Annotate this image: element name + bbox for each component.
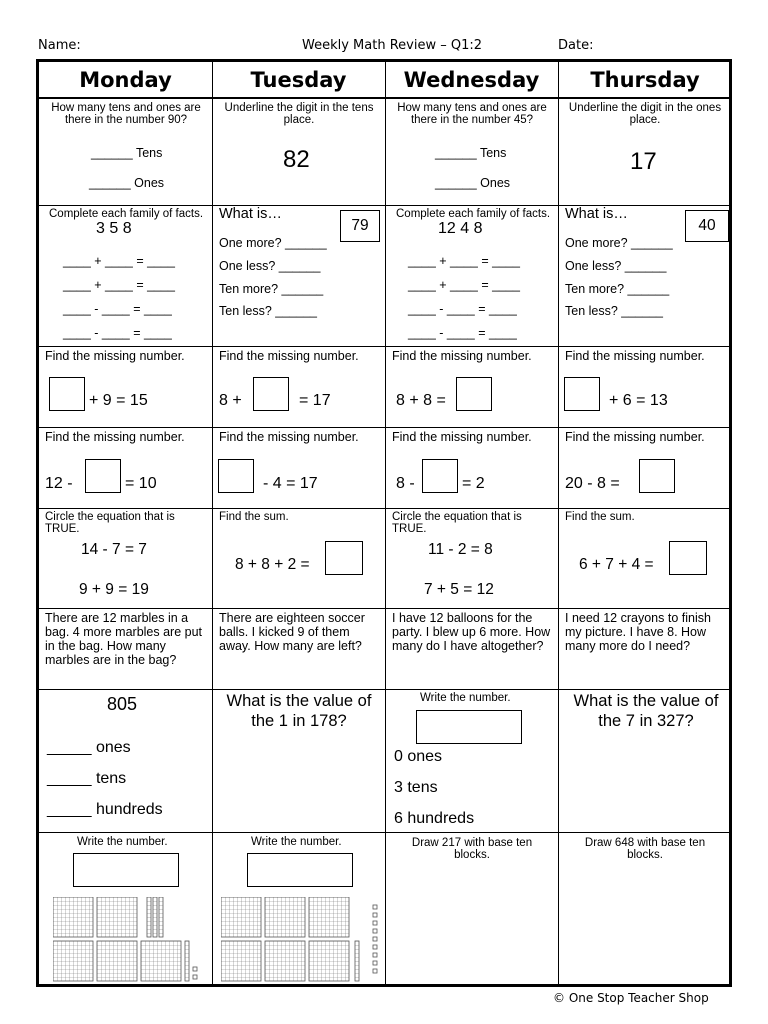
mon-fact-1: ____ + ____ = ____	[63, 254, 175, 268]
mon-ones-blank: ______ Ones	[89, 176, 165, 190]
thu-one-more: One more? ______	[565, 236, 673, 250]
mon-missing-number-cell	[39, 347, 212, 427]
mon-fact-family-cell	[39, 206, 212, 346]
mon-fact-family-prompt: Complete each family of facts.	[49, 208, 204, 220]
wed-missing-2-prompt: Find the missing number.	[392, 430, 532, 444]
wed-draw-blocks-cell	[386, 833, 558, 987]
tue-missing-2-answer-box[interactable]	[218, 459, 254, 493]
tue-one-more: One more? ______	[219, 236, 327, 250]
worksheet-title: Weekly Math Review – Q1:2	[302, 38, 483, 53]
tue-value-question: What is the value of the 1 in 178?	[226, 692, 372, 730]
tue-value-question-cell	[213, 690, 385, 832]
wed-fact-1: ____ + ____ = ____	[408, 254, 520, 268]
mon-hundreds-blank-line: _____ hundreds	[47, 801, 163, 818]
thu-missing-2-prompt: Find the missing number.	[565, 430, 705, 444]
mon-tens-ones-cell	[39, 99, 212, 205]
mon-fact-2: ____ + ____ = ____	[63, 278, 175, 292]
thu-ten-more: Ten more? ______	[565, 282, 670, 296]
mon-missing-2-answer-box[interactable]	[85, 459, 121, 493]
thu-missing-2-answer-box[interactable]	[639, 459, 675, 493]
thu-underline-cell	[559, 99, 732, 205]
tue-find-sum-cell	[213, 509, 385, 608]
thu-missing-2-left: 20 - 8 =	[565, 475, 620, 492]
tue-missing-2-equation: - 4 = 17	[263, 475, 318, 492]
thu-sum-answer-box[interactable]	[669, 541, 707, 575]
tue-missing-2-prompt: Find the missing number.	[219, 430, 359, 444]
thu-missing-prompt: Find the missing number.	[565, 349, 705, 363]
thu-value-question-cell	[559, 690, 732, 832]
tue-what-is-label: What is…	[219, 206, 282, 222]
tue-ten-less: Ten less? ______	[219, 304, 317, 318]
mon-tens-blank-line: _____ tens	[47, 770, 127, 787]
wed-fact-family-numbers: 12 4 8	[438, 220, 483, 237]
tue-missing-number-cell	[213, 347, 385, 427]
mon-ones-blank-line: _____ ones	[47, 739, 131, 756]
wed-word-problem-cell	[386, 609, 558, 689]
weekly-review-grid	[36, 59, 732, 987]
thu-sum-equation: 6 + 7 + 4 =	[579, 556, 654, 573]
mon-place-value-number: 805	[107, 694, 138, 714]
worksheet-header	[36, 36, 732, 56]
thu-what-is-cell	[559, 206, 732, 346]
wed-write-number-prompt: Write the number.	[420, 692, 511, 704]
thu-draw-blocks-cell	[559, 833, 732, 987]
wed-fact-4: ____ - ____ = ____	[408, 326, 517, 340]
tue-missing-left: 8 +	[219, 392, 242, 409]
tue-base-ten-blocks	[221, 897, 381, 985]
tue-what-is-number: 79	[340, 210, 380, 242]
mon-base-ten-prompt: Write the number.	[77, 836, 168, 848]
thu-what-is-number: 40	[685, 210, 729, 242]
mon-word-problem: There are 12 marbles in a bag. 4 more marbles are put in the bag. How many marbles are in the bag?	[45, 611, 203, 667]
tue-missing-answer-box[interactable]	[253, 377, 289, 411]
mon-missing-equation: + 9 = 15	[89, 392, 148, 409]
wed-tens-ones-cell	[386, 99, 558, 205]
wed-tens-ones-prompt: How many tens and ones are there in the number 45?	[397, 102, 547, 126]
mon-fact-4: ____ - ____ = ____	[63, 326, 172, 340]
tue-base-ten-answer-box[interactable]	[247, 853, 353, 887]
thu-draw-blocks-prompt: Draw 648 with base ten blocks.	[584, 837, 706, 861]
thu-underline-number: 17	[630, 148, 657, 175]
tue-underline-cell	[213, 99, 385, 205]
tue-find-sum-prompt: Find the sum.	[219, 511, 289, 523]
mon-missing-2-prompt: Find the missing number.	[45, 430, 185, 444]
wed-fact-family-cell	[386, 206, 558, 346]
wed-missing-answer-box[interactable]	[456, 377, 492, 411]
wed-missing-left: 8 + 8 =	[396, 392, 446, 409]
wed-fact-family-prompt: Complete each family of facts.	[396, 208, 551, 220]
day-header-monday: Monday	[79, 67, 172, 92]
day-header-wednesday: Wednesday	[403, 67, 540, 92]
wed-hundreds-count: 6 hundreds	[394, 810, 475, 827]
mon-base-ten-answer-box[interactable]	[73, 853, 179, 887]
hundreds-flat-icon	[221, 897, 349, 981]
thu-underline-prompt: Underline the digit in the ones place.	[568, 102, 722, 126]
tue-base-ten-prompt: Write the number.	[251, 836, 342, 848]
wed-equation-1: 11 - 2 = 8	[428, 541, 493, 558]
thu-ten-less: Ten less? ______	[565, 304, 663, 318]
mon-tens-blank: ______ Tens	[91, 146, 163, 160]
thu-missing-answer-box[interactable]	[564, 377, 600, 411]
tens-rod-icon	[355, 941, 359, 981]
wed-missing-number-cell	[386, 347, 558, 427]
date-label: Date:	[558, 38, 594, 53]
wed-fact-2: ____ + ____ = ____	[408, 278, 520, 292]
thu-find-sum-cell	[559, 509, 732, 608]
thu-missing-number-cell	[559, 347, 732, 427]
wed-equation-2: 7 + 5 = 12	[424, 581, 494, 598]
tue-word-problem: There are eighteen soccer balls. I kicked 9 of them away. How many are left?	[219, 611, 365, 653]
wed-ones-blank: ______ Ones	[435, 176, 511, 190]
thu-missing-number-2-cell	[559, 428, 732, 508]
tue-missing-right: = 17	[299, 392, 331, 409]
tue-sum-equation: 8 + 8 + 2 =	[235, 556, 310, 573]
tue-sum-answer-box[interactable]	[325, 541, 363, 575]
wed-circle-true-prompt: Circle the equation that is TRUE.	[392, 511, 522, 535]
mon-missing-prompt: Find the missing number.	[45, 349, 185, 363]
thu-one-less: One less? ______	[565, 259, 667, 273]
day-header-thursday: Thursday	[590, 67, 700, 92]
wed-write-number-cell	[386, 690, 558, 832]
wed-ones-count: 0 ones	[394, 748, 443, 765]
wed-missing-2-left: 8 -	[396, 475, 415, 492]
tue-missing-prompt: Find the missing number.	[219, 349, 359, 363]
tue-underline-prompt: Underline the digit in the tens place.	[224, 102, 374, 126]
mon-missing-2-right: = 10	[125, 475, 157, 492]
tue-ten-more: Ten more? ______	[219, 282, 324, 296]
mon-circle-true-prompt: Circle the equation that is TRUE.	[45, 511, 175, 535]
thu-what-is-label: What is…	[565, 206, 628, 222]
thu-find-sum-prompt: Find the sum.	[565, 511, 635, 523]
thu-value-question: What is the value of the 7 in 327?	[573, 692, 719, 730]
wed-missing-2-right: = 2	[462, 475, 485, 492]
wed-fact-3: ____ - ____ = ____	[408, 302, 517, 316]
day-header-tuesday: Tuesday	[250, 67, 347, 92]
thu-missing-equation: + 6 = 13	[609, 392, 668, 409]
mon-missing-answer-box[interactable]	[49, 377, 85, 411]
mon-equation-2: 9 + 9 = 19	[79, 581, 149, 598]
wed-circle-true-cell	[386, 509, 558, 608]
wed-write-number-box[interactable]	[416, 710, 522, 744]
name-label: Name:	[38, 38, 81, 53]
wed-missing-prompt: Find the missing number.	[392, 349, 532, 363]
thu-word-problem: I need 12 crayons to finish my picture. I have 8. How many more do I need?	[565, 611, 711, 653]
mon-missing-number-2-cell	[39, 428, 212, 508]
wed-tens-count: 3 tens	[394, 779, 438, 796]
mon-missing-2-left: 12 -	[45, 475, 73, 492]
wed-missing-2-answer-box[interactable]	[422, 459, 458, 493]
wed-word-problem: I have 12 balloons for the party. I blew up 6 more. How many do I have altogether?	[392, 611, 551, 653]
tue-what-is-cell	[213, 206, 385, 346]
wed-tens-blank: ______ Tens	[435, 146, 507, 160]
tue-missing-number-2-cell	[213, 428, 385, 508]
mon-fact-3: ____ - ____ = ____	[63, 302, 172, 316]
wed-draw-blocks-prompt: Draw 217 with base ten blocks.	[411, 837, 533, 861]
tue-one-less: One less? ______	[219, 259, 321, 273]
thu-word-problem-cell	[559, 609, 732, 689]
tue-word-problem-cell	[213, 609, 385, 689]
wed-missing-number-2-cell	[386, 428, 558, 508]
tue-base-ten-cell	[213, 833, 385, 987]
mon-circle-true-cell	[39, 509, 212, 608]
mon-base-ten-cell	[39, 833, 212, 987]
mon-base-ten-blocks	[53, 897, 203, 985]
ones-cube-icon	[373, 905, 377, 973]
mon-tens-ones-prompt: How many tens and ones are there in the number 90?	[51, 102, 201, 126]
mon-equation-1: 14 - 7 = 7	[81, 541, 147, 558]
mon-fact-family-numbers: 3 5 8	[96, 220, 132, 237]
copyright-footer: © One Stop Teacher Shop	[553, 991, 709, 1005]
tue-underline-number: 82	[283, 146, 310, 173]
mon-place-value-cell	[39, 690, 212, 832]
mon-word-problem-cell	[39, 609, 212, 689]
ones-cube-icon	[193, 967, 197, 979]
